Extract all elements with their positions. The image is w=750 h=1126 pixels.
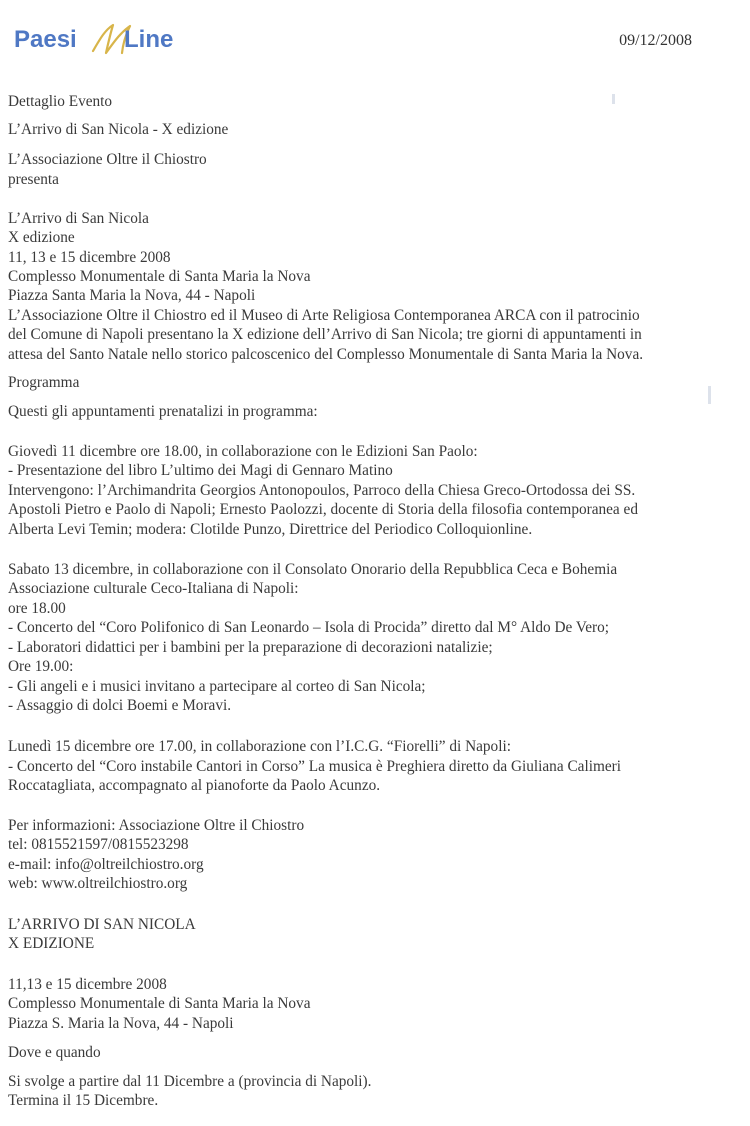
program-heading: Programma [8,374,80,391]
paesi-online-logo [14,22,184,56]
where-when-heading: Dove e quando [8,1044,101,1061]
program-item: Lunedì 15 dicembre ore 17.00, in collaborazione con l’I.C.G. “Fiorelli” di Napoli: [8,738,511,755]
program-item: - Concerto del “Coro Polifonico di San Leonardo – Isola di Procida” diretto dal M° Aldo De Vero; [8,619,610,636]
description-line-3: attesa del Santo Natale nello storico palcoscenico del Complesso Monumentale di Santa Maria la Nova. [8,346,644,363]
document-date: 09/12/2008 [619,32,692,49]
description-line-1: L’Associazione Oltre il Chiostro ed il Museo di Arte Religiosa Contemporanea ARCA con il patrocinio [8,307,640,324]
presenta-text: presenta [8,171,59,188]
program-item: Alberta Levi Temin; modera: Clotilde Punzo, Direttrice del Periodico Colloquionline. [8,521,533,538]
organizer: L’Associazione Oltre il Chiostro [8,151,207,168]
program-item: Apostoli Pietro e Paolo di Napoli; Ernesto Paolozzi, docente di Storia della filosofia contemporanea ed [8,501,638,518]
event-title: L’Arrivo di San Nicola - X edizione [8,121,229,138]
program-item: - Concerto del “Coro instabile Cantori in Corso” La musica è Preghiera diretto da Giuliana Calimeri [8,758,621,775]
description-line-2: del Comune di Napoli presentano la X edizione dell’Arrivo di San Nicola; tre giorni di appuntamenti in [8,326,642,343]
venue-address: Piazza Santa Maria la Nova, 44 - Napoli [8,287,256,304]
event-dates: 11, 13 e 15 dicembre 2008 [8,249,171,266]
program-item: Roccatagliata, accompagnato al pianoforte da Paolo Acunzo. [8,777,381,794]
scan-artifact [708,386,711,404]
event-name: L’Arrivo di San Nicola [8,210,149,227]
document-header [14,18,736,58]
program-item: - Assaggio di dolci Boemi e Moravi. [8,697,232,714]
contact-info: Per informazioni: Associazione Oltre il Chiostro [8,817,305,834]
program-item: Ore 19.00: [8,658,74,675]
where-when-detail: Termina il 15 Dicembre. [8,1092,159,1109]
scan-artifact [612,94,615,104]
contact-email: e-mail: info@oltreilchiostro.org [8,856,204,873]
closing-edition: X EDIZIONE [8,935,95,952]
contact-website: web: www.oltreilchiostro.org [8,875,188,892]
closing-address: Piazza S. Maria la Nova, 44 - Napoli [8,1015,234,1032]
venue-name: Complesso Monumentale di Santa Maria la Nova [8,268,311,285]
closing-title: L’ARRIVO DI SAN NICOLA [8,916,196,933]
program-item: ore 18.00 [8,600,66,617]
program-item: - Gli angeli e i musici invitano a partecipare al corteo di San Nicola; [8,678,426,695]
edition: X edizione [8,229,75,246]
section-title: Dettaglio Evento [8,93,113,110]
closing-dates: 11,13 e 15 dicembre 2008 [8,976,167,993]
program-item: Giovedì 11 dicembre ore 18.00, in collaborazione con le Edizioni San Paolo: [8,443,478,460]
svg-text:Paesi: Paesi [14,26,77,53]
svg-text:Line: Line [124,26,174,53]
program-item: - Presentazione del libro L’ultimo dei Magi di Gennaro Matino [8,462,393,479]
where-when-detail: Si svolge a partire dal 11 Dicembre a (provincia di Napoli). [8,1073,372,1090]
program-item: Intervengono: l’Archimandrita Georgios Antonopoulos, Parroco della Chiesa Greco-Ortodossa dei SS. [8,482,636,499]
program-item: - Laboratori didattici per i bambini per la preparazione di decorazioni natalizie; [8,639,493,656]
closing-venue: Complesso Monumentale di Santa Maria la Nova [8,995,311,1012]
program-item: Sabato 13 dicembre, in collaborazione con il Consolato Onorario della Repubblica Ceca e Bohemia [8,561,618,578]
contact-phone: tel: 0815521597/0815523298 [8,836,189,853]
program-intro: Questi gli appuntamenti prenatalizi in programma: [8,403,318,420]
program-item: Associazione culturale Ceco-Italiana di Napoli: [8,580,299,597]
